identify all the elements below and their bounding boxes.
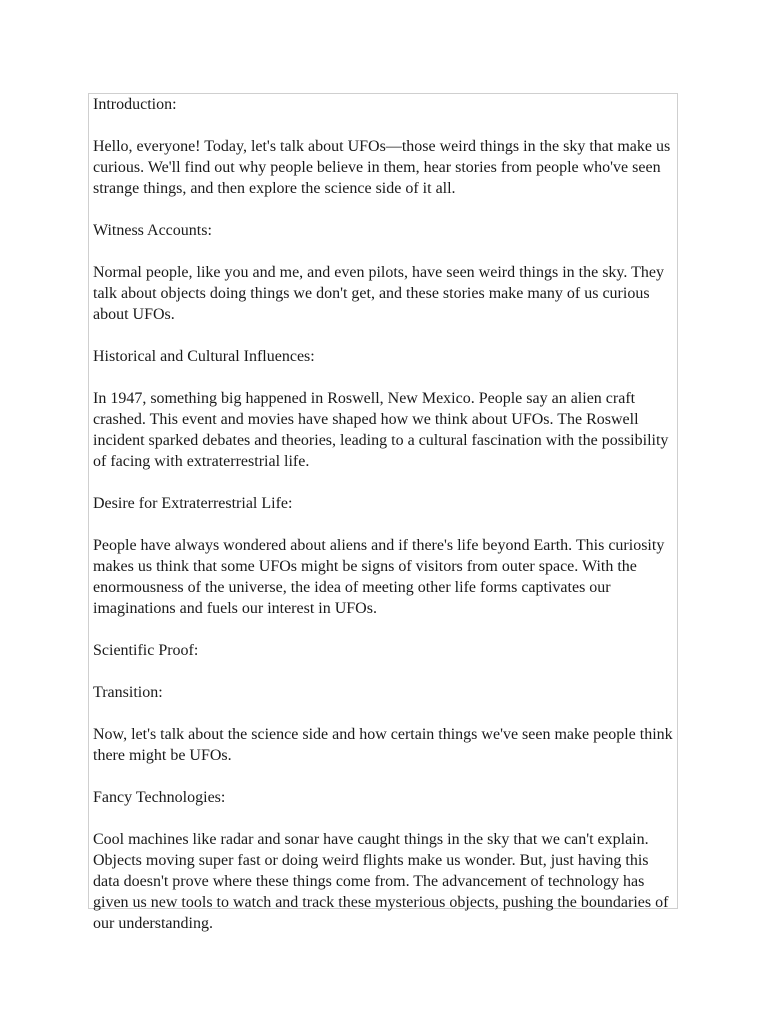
heading-introduction: Introduction: — [93, 96, 177, 113]
paragraph-transition: Now, let's talk about the science side and how certain things we've seen make people think there might be UFOs. — [93, 726, 673, 764]
document-page — [88, 93, 678, 932]
paragraph-introduction: Hello, everyone! Today, let's talk about UFOs—those weird things in the sky that make us curious. We'll find out why people believe in them, hear stories from people who've seen strange things, and then explore the science side of it all. — [93, 138, 671, 197]
heading-transition: Transition: — [93, 684, 163, 701]
paragraph-fancy-technologies: Cool machines like radar and sonar have caught things in the sky that we can't explain. Objects moving super fast or doing weird flights make us wonder. But, just having this data doesn't prove where these things come from. The advancement of technology has given us new tools to watch and track these mysterious objects, pushing the boundaries of our understanding. — [93, 831, 669, 932]
heading-scientific-proof: Scientific Proof: — [93, 642, 199, 659]
heading-witness-accounts: Witness Accounts: — [93, 222, 212, 239]
paragraph-desire-extraterrestrial: People have always wondered about aliens and if there's life beyond Earth. This curiosity makes us think that some UFOs might be signs of visitors from outer space. With the enormousness of the universe, the idea of meeting other life forms captivates our imaginations and fuels our interest in UFOs. — [93, 537, 665, 617]
heading-historical-cultural: Historical and Cultural Influences: — [93, 348, 315, 365]
heading-fancy-technologies: Fancy Technologies: — [93, 789, 226, 806]
paragraph-witness-accounts: Normal people, like you and me, and even pilots, have seen weird things in the sky. They talk about objects doing things we don't get, and these stories make many of us curious about UFOs. — [93, 264, 664, 323]
heading-desire-extraterrestrial: Desire for Extraterrestrial Life: — [93, 495, 293, 512]
paragraph-historical-cultural: In 1947, something big happened in Roswell, New Mexico. People say an alien craft crashed. This event and movies have shaped how we think about UFOs. The Roswell incident sparked debates and theories, leading to a cultural fascination with the possibility of facing with extraterrestrial life. — [93, 390, 669, 470]
